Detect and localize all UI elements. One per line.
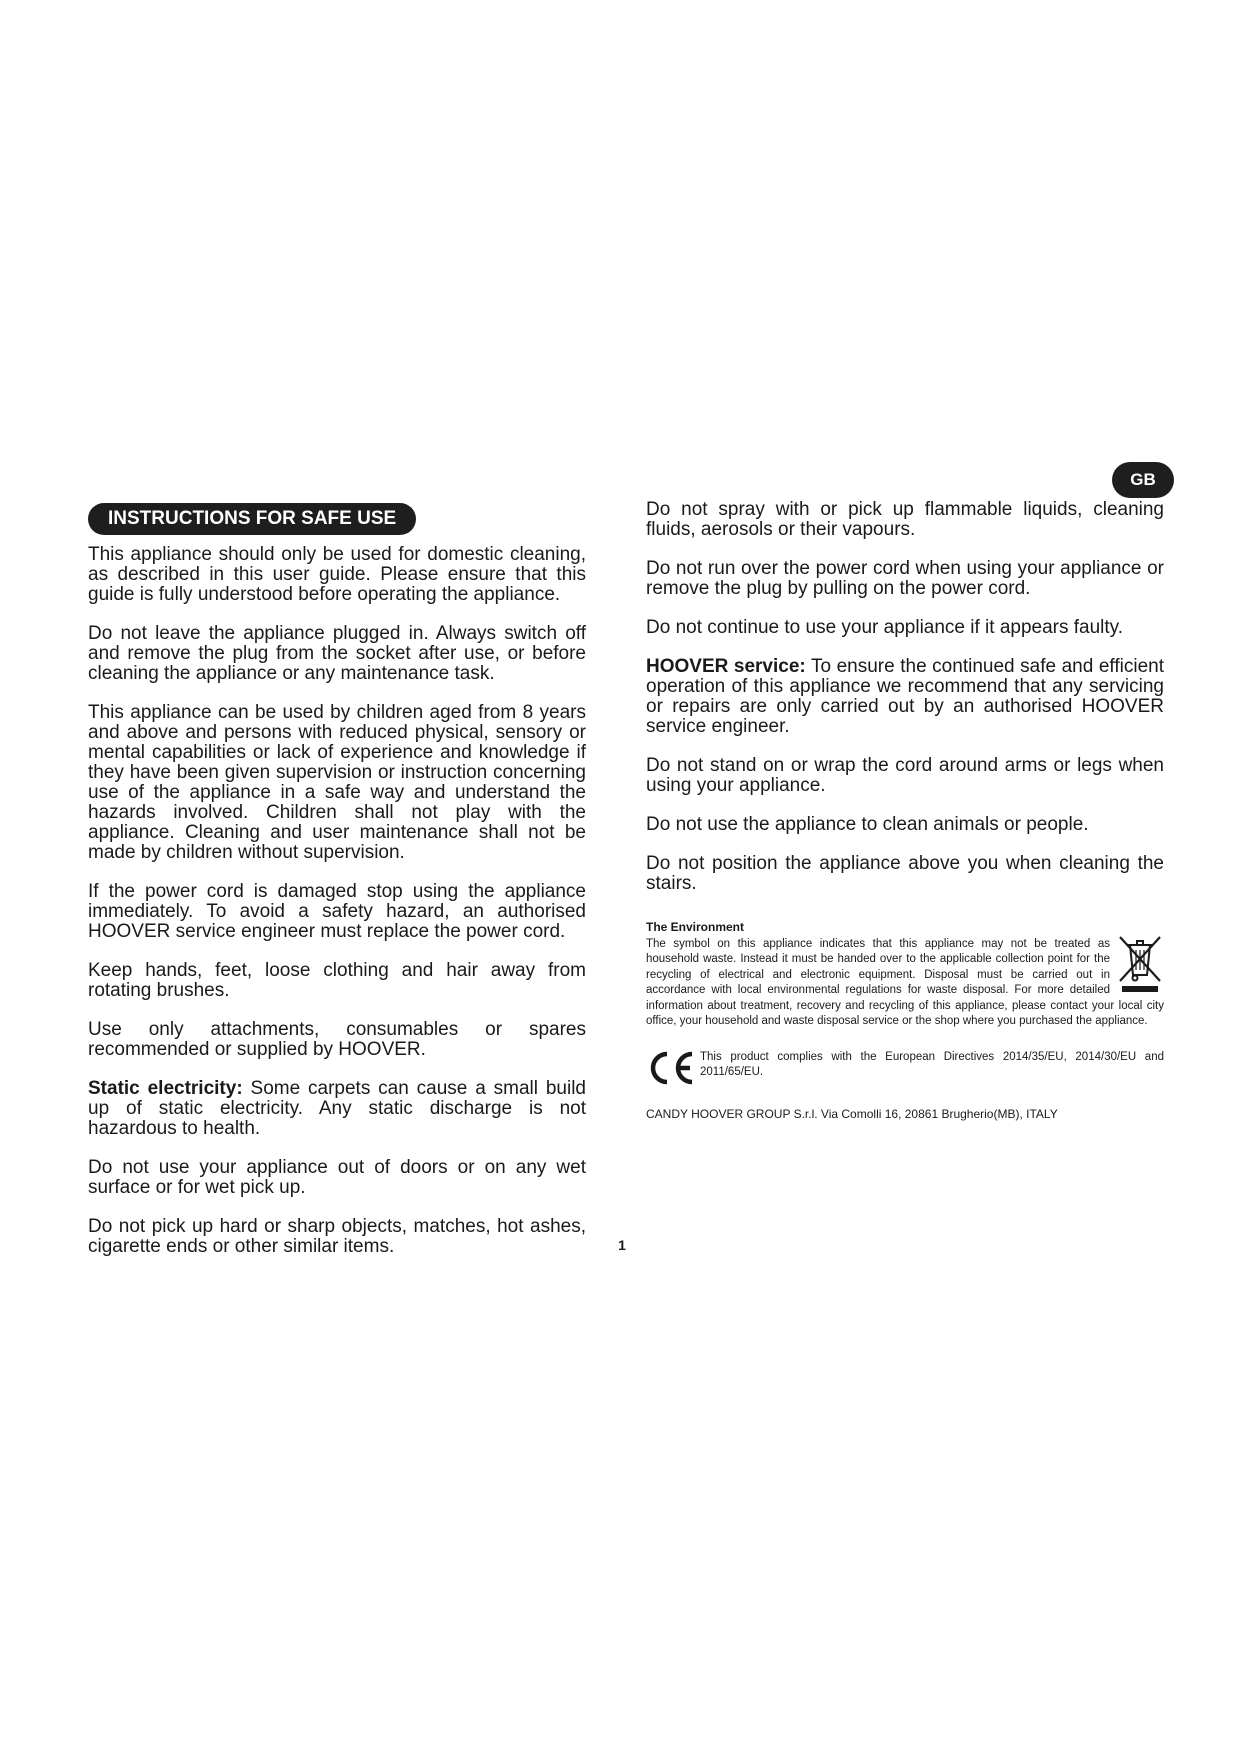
compliance-text: This product complies with the European Directives 2014/35/EU, 2014/30/EU and 2011/65/EU. xyxy=(700,1050,1164,1078)
compliance-row xyxy=(646,1050,1164,1086)
paragraph xyxy=(88,703,586,863)
paragraph-text: Do not stand on or wrap the cord around arms or legs when using your appliance. xyxy=(646,755,1164,796)
paragraph-text: Do not run over the power cord when using your appliance or remove the plug by pulling on the power cord. xyxy=(646,558,1164,599)
paragraph xyxy=(646,854,1164,894)
paragraph xyxy=(88,961,586,1001)
paragraph-text: Do not spray with or pick up flammable liquids, cleaning fluids, aerosols or their vapours. xyxy=(646,499,1164,540)
paragraph-text: If the power cord is damaged stop using the appliance immediately. To avoid a safety hazard, an authorised HOOVER service engineer must replace the power cord. xyxy=(88,881,586,942)
paragraph xyxy=(88,1020,586,1060)
paragraph xyxy=(88,882,586,942)
company-address: CANDY HOOVER GROUP S.r.l. Via Comolli 16, 20861 Brugherio(MB), ITALY xyxy=(646,1106,1058,1121)
paragraph-lead: Static electricity: xyxy=(88,1078,243,1099)
paragraph xyxy=(88,545,586,605)
paragraph-text: Do not use the appliance to clean animals or people. xyxy=(646,814,1089,835)
paragraph xyxy=(646,618,1164,638)
paragraph-text: Use only attachments, consumables or spares recommended or supplied by HOOVER. xyxy=(88,1019,586,1060)
paragraph-text: This appliance can be used by children aged from 8 years and above and persons with reduced physical, sensory or mental capabilities or lack of experience and knowledge if they have been given supervision or instruction concerning use of the appliance in a safe way and understand the hazards involved. Children shall not play with the appliance. Cleaning and user maintenance shall not be made by children without supervision. xyxy=(88,702,586,863)
left-column xyxy=(88,503,586,1276)
environment-text: The symbol on this appliance indicates that this appliance may not be treated as household waste. Instead it must be handed over to the applicable collection point for the recycling of electrical and electronic equipment. Disposal must be carried out in accordance with local environmental regulations for waste disposal. For more detailed information about treatment, recovery and recycling of this appliance, please contact your local city office, your household and waste disposal service or the shop where you purchased the appliance. xyxy=(646,937,1164,1027)
right-column xyxy=(646,500,1164,1122)
paragraph-lead: HOOVER service: xyxy=(646,656,806,677)
paragraph-text: To ensure the continued safe and efficient operation of this appliance we recommend that any servicing or repairs are only carried out by an authorised HOOVER service engineer. xyxy=(646,656,1164,737)
paragraph-text: Do not leave the appliance plugged in. Always switch off and remove the plug from the socket after use, or before cleaning the appliance or any maintenance task. xyxy=(88,623,586,684)
paragraph-text: Do not use your appliance out of doors or on any wet surface or for wet pick up. xyxy=(88,1157,586,1198)
paragraph-text: Do not position the appliance above you when cleaning the stairs. xyxy=(646,853,1164,894)
section-heading: INSTRUCTIONS FOR SAFE USE xyxy=(88,503,416,535)
crossed-out-wheelie-bin-icon xyxy=(1116,935,1164,993)
page-number: 1 xyxy=(618,1237,626,1253)
paragraph-static-electricity xyxy=(88,1079,586,1139)
paragraph xyxy=(88,1158,586,1198)
paragraph xyxy=(646,815,1164,835)
paragraph xyxy=(646,559,1164,599)
environment-section xyxy=(646,920,1164,1030)
environment-body xyxy=(646,937,1164,1030)
language-badge: GB xyxy=(1112,462,1174,498)
environment-title: The Environment xyxy=(646,920,745,934)
paragraph xyxy=(646,500,1164,540)
ce-mark-icon xyxy=(646,1050,696,1086)
paragraph xyxy=(88,1217,586,1257)
paragraph-text: Do not continue to use your appliance if it appears faulty. xyxy=(646,617,1124,638)
paragraph-text: This appliance should only be used for domestic cleaning, as described in this user guide. Please ensure that this guide is fully understood before operating the appliance. xyxy=(88,544,586,605)
paragraph-text: Keep hands, feet, loose clothing and hair away from rotating brushes. xyxy=(88,960,586,1001)
paragraph-hoover-service xyxy=(646,657,1164,737)
paragraph xyxy=(88,624,586,684)
paragraph xyxy=(646,756,1164,796)
paragraph-text: Do not pick up hard or sharp objects, matches, hot ashes, cigarette ends or other similar items. xyxy=(88,1216,586,1257)
paragraph-text: Some carpets can cause a small build up of static electricity. Any static discharge is not hazardous to health. xyxy=(88,1078,586,1139)
